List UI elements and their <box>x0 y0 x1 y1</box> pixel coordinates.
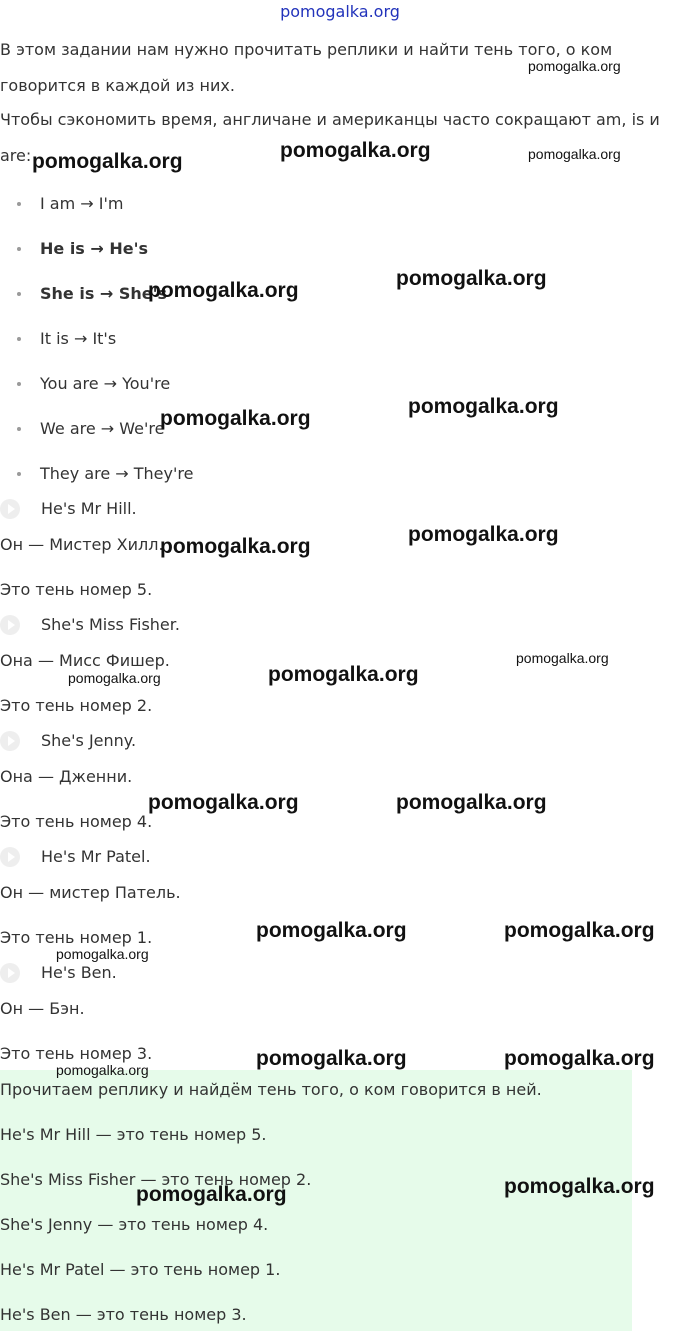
watermark: pomogalka.org <box>148 279 299 302</box>
translation-text: Он — Бэн. <box>0 999 85 1018</box>
summary-line: She's Miss Fisher — это тень номер 2. <box>0 1170 312 1189</box>
bullet-icon <box>17 472 21 476</box>
watermark: pomogalka.org <box>396 791 547 814</box>
watermark: pomogalka.org <box>408 523 559 546</box>
watermark: pomogalka.org <box>160 407 311 430</box>
watermark: pomogalka.org <box>408 395 559 418</box>
play-audio-icon[interactable] <box>0 615 20 635</box>
bullet-icon <box>17 202 21 206</box>
list-item: We are → We're <box>40 419 165 438</box>
answer-text: Это тень номер 1. <box>0 928 153 947</box>
phrase-text: He's Mr Patel. <box>41 847 151 866</box>
watermark: pomogalka.org <box>160 535 311 558</box>
watermark: pomogalka.org <box>516 650 609 666</box>
answer-text: Это тень номер 3. <box>0 1044 153 1063</box>
bullet-icon <box>17 247 21 251</box>
watermark: pomogalka.org <box>32 150 183 173</box>
bullet-icon <box>17 382 21 386</box>
list-item: He is → He's <box>40 239 149 258</box>
list-item: They are → They're <box>40 464 194 483</box>
play-audio-icon[interactable] <box>0 847 20 867</box>
summary-line: He's Mr Hill — это тень номер 5. <box>0 1125 267 1144</box>
watermark: pomogalka.org <box>148 791 299 814</box>
answer-text: Это тень номер 2. <box>0 696 153 715</box>
watermark: pomogalka.org <box>504 919 655 942</box>
bullet-icon <box>17 337 21 341</box>
site-title[interactable]: pomogalka.org <box>280 2 400 21</box>
summary-line: She's Jenny — это тень номер 4. <box>0 1215 269 1234</box>
translation-text: Он — мистер Патель. <box>0 883 181 902</box>
phrase-text: She's Miss Fisher. <box>41 615 180 634</box>
list-item: I am → I'm <box>40 194 124 213</box>
watermark: pomogalka.org <box>56 1062 149 1078</box>
intro-paragraph-1: В этом задании нам нужно прочитать реплики и найти тень того, о ком говорится в каждой из них. <box>0 40 613 95</box>
bullet-icon <box>17 427 21 431</box>
watermark: pomogalka.org <box>280 139 431 162</box>
answer-text: Это тень номер 4. <box>0 812 153 831</box>
list-item: It is → It's <box>40 329 117 348</box>
list-item: You are → You're <box>40 374 171 393</box>
watermark: pomogalka.org <box>68 670 161 686</box>
watermark: pomogalka.org <box>528 58 621 74</box>
watermark: pomogalka.org <box>256 919 407 942</box>
summary-box <box>0 1070 632 1331</box>
play-audio-icon[interactable] <box>0 499 20 519</box>
play-audio-icon[interactable] <box>0 963 20 983</box>
answer-text: Это тень номер 5. <box>0 580 153 599</box>
watermark: pomogalka.org <box>136 1183 287 1206</box>
watermark: pomogalka.org <box>396 267 547 290</box>
watermark: pomogalka.org <box>504 1175 655 1198</box>
watermark: pomogalka.org <box>504 1047 655 1070</box>
phrase-text: He's Ben. <box>41 963 117 982</box>
summary-intro: Прочитаем реплику и найдём тень того, о ком говорится в ней. <box>0 1080 542 1099</box>
summary-line: He's Ben — это тень номер 3. <box>0 1305 247 1324</box>
watermark: pomogalka.org <box>256 1047 407 1070</box>
summary-line: He's Mr Patel — это тень номер 1. <box>0 1260 281 1279</box>
bullet-icon <box>17 292 21 296</box>
play-audio-icon[interactable] <box>0 731 20 751</box>
watermark: pomogalka.org <box>528 146 621 162</box>
list-item: She is → She's <box>40 284 168 303</box>
phrase-text: He's Mr Hill. <box>41 499 137 518</box>
watermark: pomogalka.org <box>268 663 419 686</box>
intro-paragraph-2: Чтобы сэкономить время, англичане и американцы часто сокращают am, is и are: <box>0 110 660 165</box>
translation-text: Он — Мистер Хилл. <box>0 535 164 554</box>
translation-text: Она — Дженни. <box>0 767 133 786</box>
phrase-text: She's Jenny. <box>41 731 137 750</box>
translation-text: Она — Мисс Фишер. <box>0 651 170 670</box>
watermark: pomogalka.org <box>56 946 149 962</box>
